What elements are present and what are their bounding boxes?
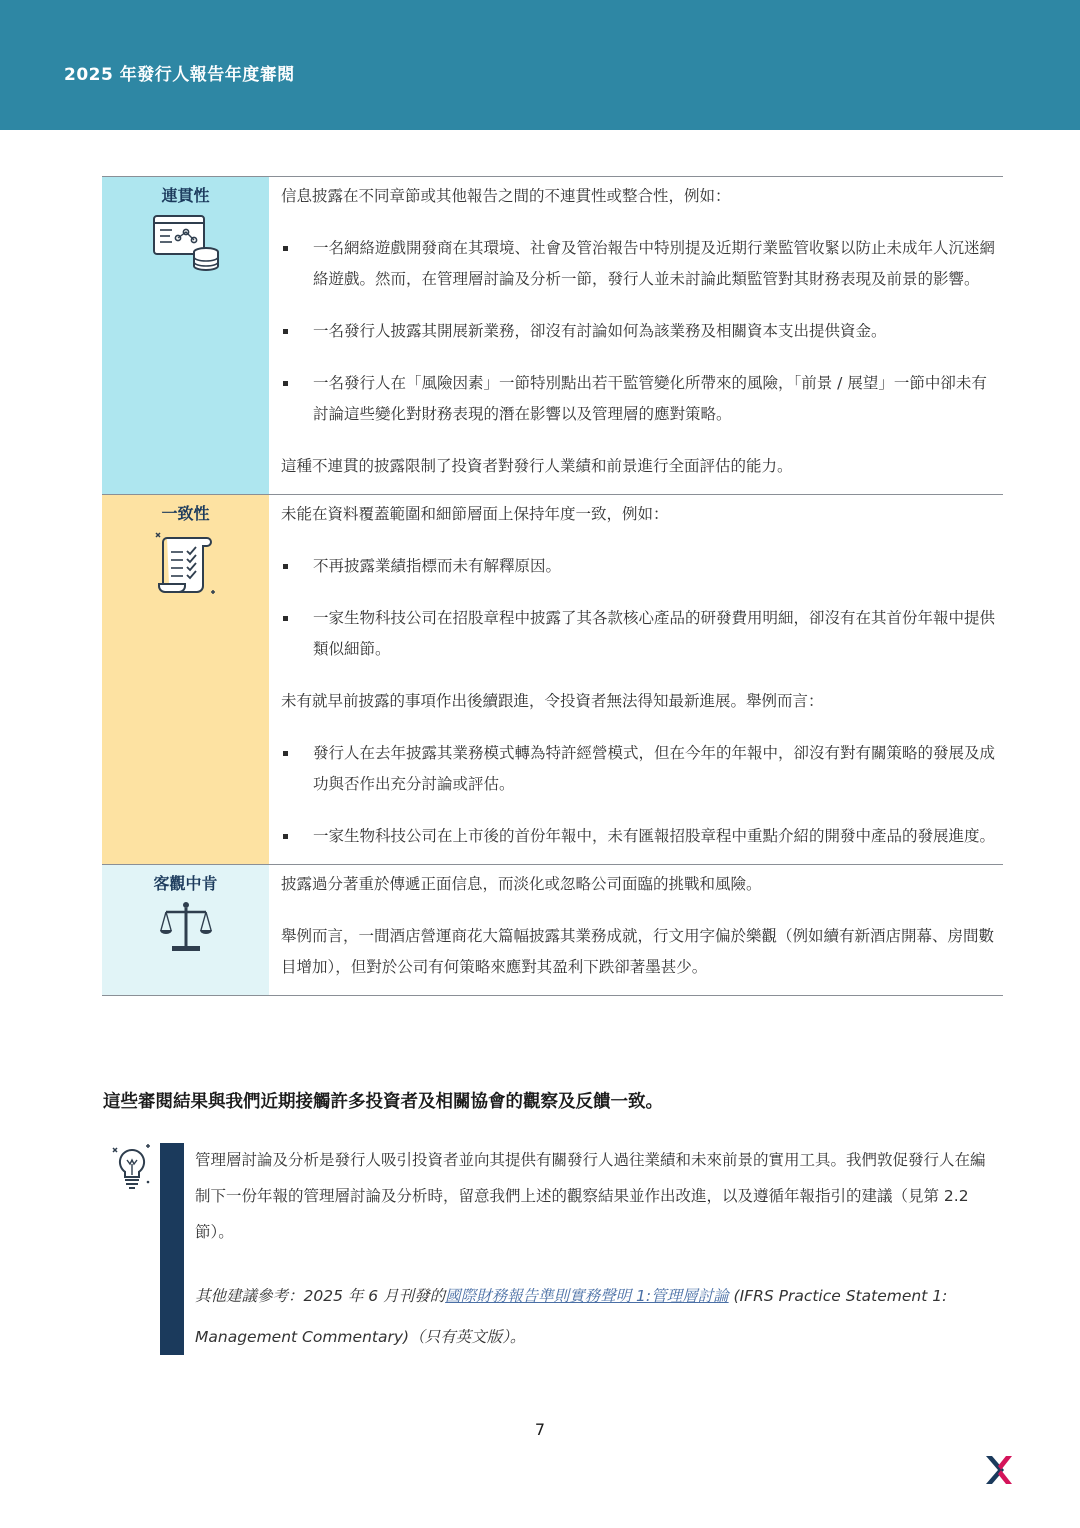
coherence-bullets (281, 233, 995, 430)
list-item: 不再披露業績指標而未有解釋原因。 (281, 551, 995, 582)
category-label: 一致性 (161, 504, 210, 523)
callout-accent-bar (160, 1143, 184, 1355)
reference-prefix: 其他建議參考：2025 年 6 月刊發的 (195, 1287, 446, 1305)
list-item: 一家生物科技公司在上市後的首份年報中，未有匯報招股章程中重點介紹的開發中產品的發展進度。 (281, 821, 995, 852)
row-coherence (102, 177, 1003, 495)
row-consistency (102, 495, 1003, 865)
coherence-intro: 信息披露在不同章節或其他報告之間的不連貫性或整合性，例如： (281, 187, 731, 205)
list-item: 一家生物科技公司在招股章程中披露了其各款核心產品的研發費用明細，卻沒有在其首份年報中提供類似細節。 (281, 603, 995, 665)
consistency-intro-b: 未有就早前披露的事項作出後續跟進，令投資者無法得知最新進展。舉例而言： (281, 692, 824, 710)
consistency-intro: 未能在資料覆蓋範圍和細節層面上保持年度一致，例如： (281, 505, 669, 523)
report-title: 2025 年發行人報告年度審閱 (64, 65, 295, 85)
callout-text: 管理層討論及分析是發行人吸引投資者並向其提供有關發行人過往業績和未來前景的實用工具。我們敦促發行人在編制下一份年報的管理層討論及分析時，留意我們上述的觀察結果並作出改進，以及遵循年報指引的建議（見第 2.2 節）。 (195, 1151, 986, 1241)
category-cell-balance (102, 865, 269, 995)
page-header (0, 0, 1080, 130)
coherence-content (269, 177, 1003, 494)
reference-link[interactable]: 國際財務報告準則實務聲明 1:管理層討論 (445, 1287, 729, 1305)
hkex-logo-icon (984, 1454, 1014, 1486)
consistency-bullets-b (281, 738, 995, 852)
list-item: 一名網絡遊戲開發商在其環境、社會及管治報告中特別提及近期行業監管收緊以防止未成年人沉迷網絡遊戲。然而，在管理層討論及分析一節，發行人並未討論此類監管對其財務表現及前景的影響。 (281, 233, 995, 295)
list-item: 發行人在去年披露其業務模式轉為特許經營模式，但在今年的年報中，卻沒有對有關策略的發展及成功與否作出充分討論或評估。 (281, 738, 995, 800)
findings-table (102, 176, 1003, 996)
reference-suffix: (IFRS Practice Statement 1: Management Commentary)（只有英文版）。 (195, 1287, 948, 1346)
lightbulb-icon (110, 1142, 154, 1190)
summary-statement: 這些審閱結果與我們近期接觸許多投資者及相關協會的觀察及反饋一致。 (103, 1092, 663, 1112)
page-number: 7 (534, 1420, 546, 1439)
category-label: 客觀中肯 (153, 874, 218, 893)
row-balance (102, 865, 1003, 996)
balance-scale-icon (158, 900, 214, 954)
balance-example: 舉例而言，一間酒店營運商花大篇幅披露其業務成就，行文用字偏於樂觀（例如續有新酒店開幕、房間數目增加），但對於公司有何策略來應對其盈利下跌卻著墨甚少。 (281, 927, 995, 976)
category-cell-coherence (102, 177, 269, 494)
data-flow-database-icon (150, 212, 222, 274)
category-label: 連貫性 (161, 186, 210, 205)
consistency-content (269, 495, 1003, 864)
category-cell-consistency (102, 495, 269, 864)
list-item: 一名發行人披露其開展新業務，卻沒有討論如何為該業務及相關資本支出提供資金。 (281, 316, 995, 347)
coherence-conclusion: 這種不連貫的披露限制了投資者對發行人業績和前景進行全面評估的能力。 (281, 457, 793, 475)
balance-intro: 披露過分著重於傳遞正面信息，而淡化或忽略公司面臨的挑戰和風險。 (281, 875, 762, 893)
balance-content (269, 865, 1003, 995)
callout-reference (195, 1276, 995, 1358)
consistency-bullets-a (281, 551, 995, 665)
checklist-scroll-icon (153, 530, 219, 600)
list-item: 一名發行人在「風險因素」一節特別點出若干監管變化所帶來的風險，「前景 / 展望」一節中卻未有討論這些變化對財務表現的潛在影響以及管理層的應對策略。 (281, 368, 995, 430)
